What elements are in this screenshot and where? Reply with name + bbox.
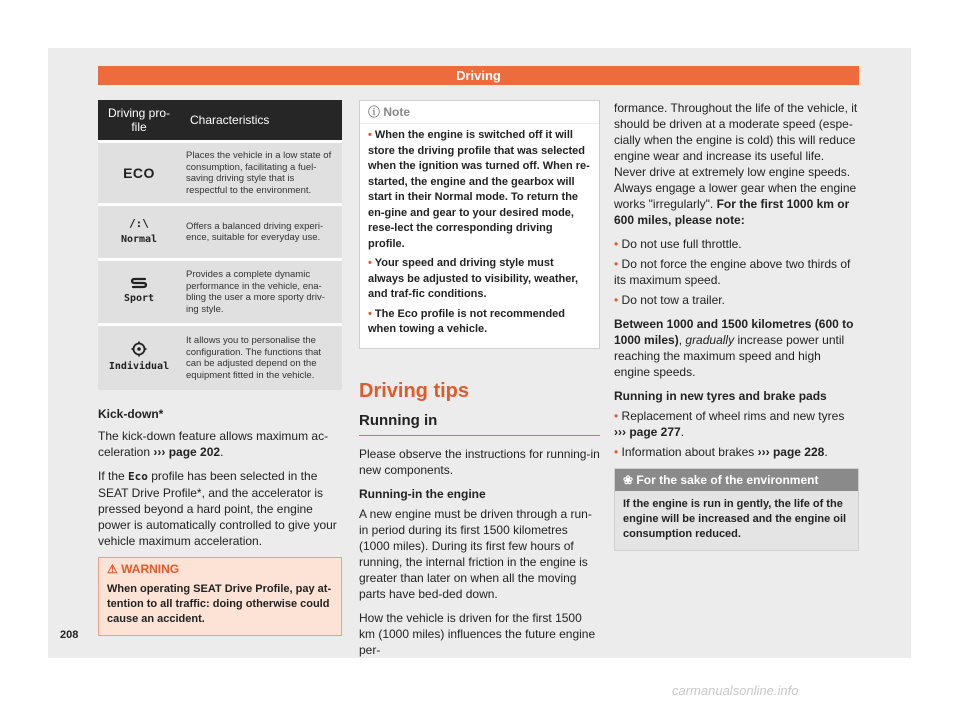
leaf-icon: ❀ bbox=[623, 473, 634, 487]
profile-desc: It allows you to personalise the configuration. The functions that can be adjusted depend on the equipment fitted in the vehicle. bbox=[180, 325, 342, 391]
kickdown-para-2: If the Eco profile has been selected in the SEAT Drive Profile*, and the accelerator is pressed beyond a hard point, the engine power is automatically controlled to give your vehicle maximum acceleration. bbox=[98, 469, 337, 548]
profile-label: Individual bbox=[108, 361, 170, 372]
environment-box bbox=[614, 468, 859, 551]
engine-para-1: A new engine must be driven through a run-in period during its first 1500 kilometres (1000 miles). During its first few hours of running, the internal friction in the engine is greater than later on when all the moving parts have bed-ded down. bbox=[359, 506, 592, 601]
profile-desc: Provides a complete dynamic performance in the vehicle, ena-bling the user a more sporty driv-ing style. bbox=[180, 260, 342, 325]
column-left bbox=[98, 100, 342, 636]
warning-box bbox=[98, 557, 342, 636]
engine-heading: Running-in the engine bbox=[359, 486, 486, 501]
list-item: • Replacement of wheel rims and new tyres ››› page 277. bbox=[614, 409, 845, 439]
page-ref-link[interactable]: ››› page 277 bbox=[614, 425, 681, 439]
normal-road-icon: /:\ bbox=[129, 217, 149, 230]
environment-title: For the sake of the environment bbox=[636, 473, 819, 487]
note-box bbox=[359, 100, 600, 349]
tyres-heading: Running in new tyres and brake pads bbox=[614, 389, 827, 403]
info-icon: ⓘ bbox=[368, 105, 381, 119]
kickdown-para-1: The kick-down feature allows maximum ac-celeration ››› page 202. bbox=[98, 429, 329, 459]
gradual-para: Between 1000 and 1500 kilometres (600 to 1000 miles), gradually increase power until reaching the maximum speed and high engine speeds. bbox=[614, 317, 854, 379]
watermark: carmanualsonline.info bbox=[672, 683, 799, 698]
driving-profile-table bbox=[98, 100, 342, 390]
eco-text-icon: ECO bbox=[123, 164, 155, 181]
individual-gear-icon bbox=[131, 341, 147, 357]
warning-triangle-icon: ⚠ bbox=[107, 562, 118, 576]
table-row bbox=[98, 205, 342, 260]
page-ref-link[interactable]: ››› page 202 bbox=[153, 445, 221, 459]
table-row bbox=[98, 142, 342, 205]
list-item: • Do not use full throttle. bbox=[614, 237, 742, 251]
warning-text: When operating SEAT Drive Profile, pay at-tention to all traffic: doing otherwise could cause an accident. bbox=[99, 580, 341, 635]
note-title: Note bbox=[383, 105, 411, 119]
profile-label: Sport bbox=[123, 293, 155, 304]
driving-tips-title: Driving tips bbox=[359, 379, 470, 402]
note-item: • Your speed and driving style must always be adjusted to visibility, weather, and traf-fic conditions. bbox=[368, 257, 579, 300]
page-ref-link[interactable]: ››› page 228 bbox=[757, 445, 825, 459]
profile-label: Normal bbox=[120, 234, 158, 245]
environment-text: If the engine is run in gently, the life of the engine will be increased and the engine oil consumption reduced. bbox=[623, 498, 847, 540]
table-header-profile: Driving pro-file bbox=[98, 100, 180, 142]
column-right bbox=[614, 100, 859, 551]
column-middle bbox=[359, 100, 600, 666]
note-item: • When the engine is switched off it will store the driving profile that was selected when the ignition was turned off. When re-started, the engine and the gearbox will start in their Normal mode. To return the en-gine and gear to your desired mode, rese-lect the corresponding driving profile. bbox=[368, 129, 590, 250]
table-row bbox=[98, 260, 342, 325]
table-row bbox=[98, 325, 342, 391]
performance-para: formance. Throughout the life of the vehicle, it should be driven at a moderate speed (espe-cially when the engine is cold) this will reduce engine wear and increase its useful life. Never drive at extremely low engine speeds. Always engage a lower gear when the engine works "irregularly". For the first 1000 km or 600 miles, please note: bbox=[614, 101, 858, 227]
list-item: • Do not force the engine above two thirds of its maximum speed. bbox=[614, 257, 851, 287]
running-in-subtitle: Running in bbox=[359, 413, 600, 436]
section-header: Driving bbox=[98, 66, 859, 85]
list-item: • Information about brakes ››› page 228. bbox=[614, 445, 828, 459]
warning-title: WARNING bbox=[121, 562, 180, 576]
list-item: • Do not tow a trailer. bbox=[614, 293, 725, 307]
sport-s-icon bbox=[131, 277, 147, 289]
note-item: • The Eco profile is not recommended when towing a vehicle. bbox=[368, 307, 566, 335]
profile-desc: Places the vehicle in a low state of consumption, facilitating a fuel-saving driving style that is respectful to the environment. bbox=[180, 142, 342, 205]
engine-para-2: How the vehicle is driven for the first 1500 km (1000 miles) influences the future engine per- bbox=[359, 610, 596, 657]
tips-intro: Please observe the instructions for running-in new components. bbox=[359, 446, 600, 477]
profile-desc: Offers a balanced driving experi-ence, suitable for everyday use. bbox=[180, 205, 342, 260]
table-header-characteristics: Characteristics bbox=[180, 100, 342, 142]
kickdown-heading: Kick-down* bbox=[98, 407, 164, 421]
page-number: 208 bbox=[60, 629, 79, 641]
